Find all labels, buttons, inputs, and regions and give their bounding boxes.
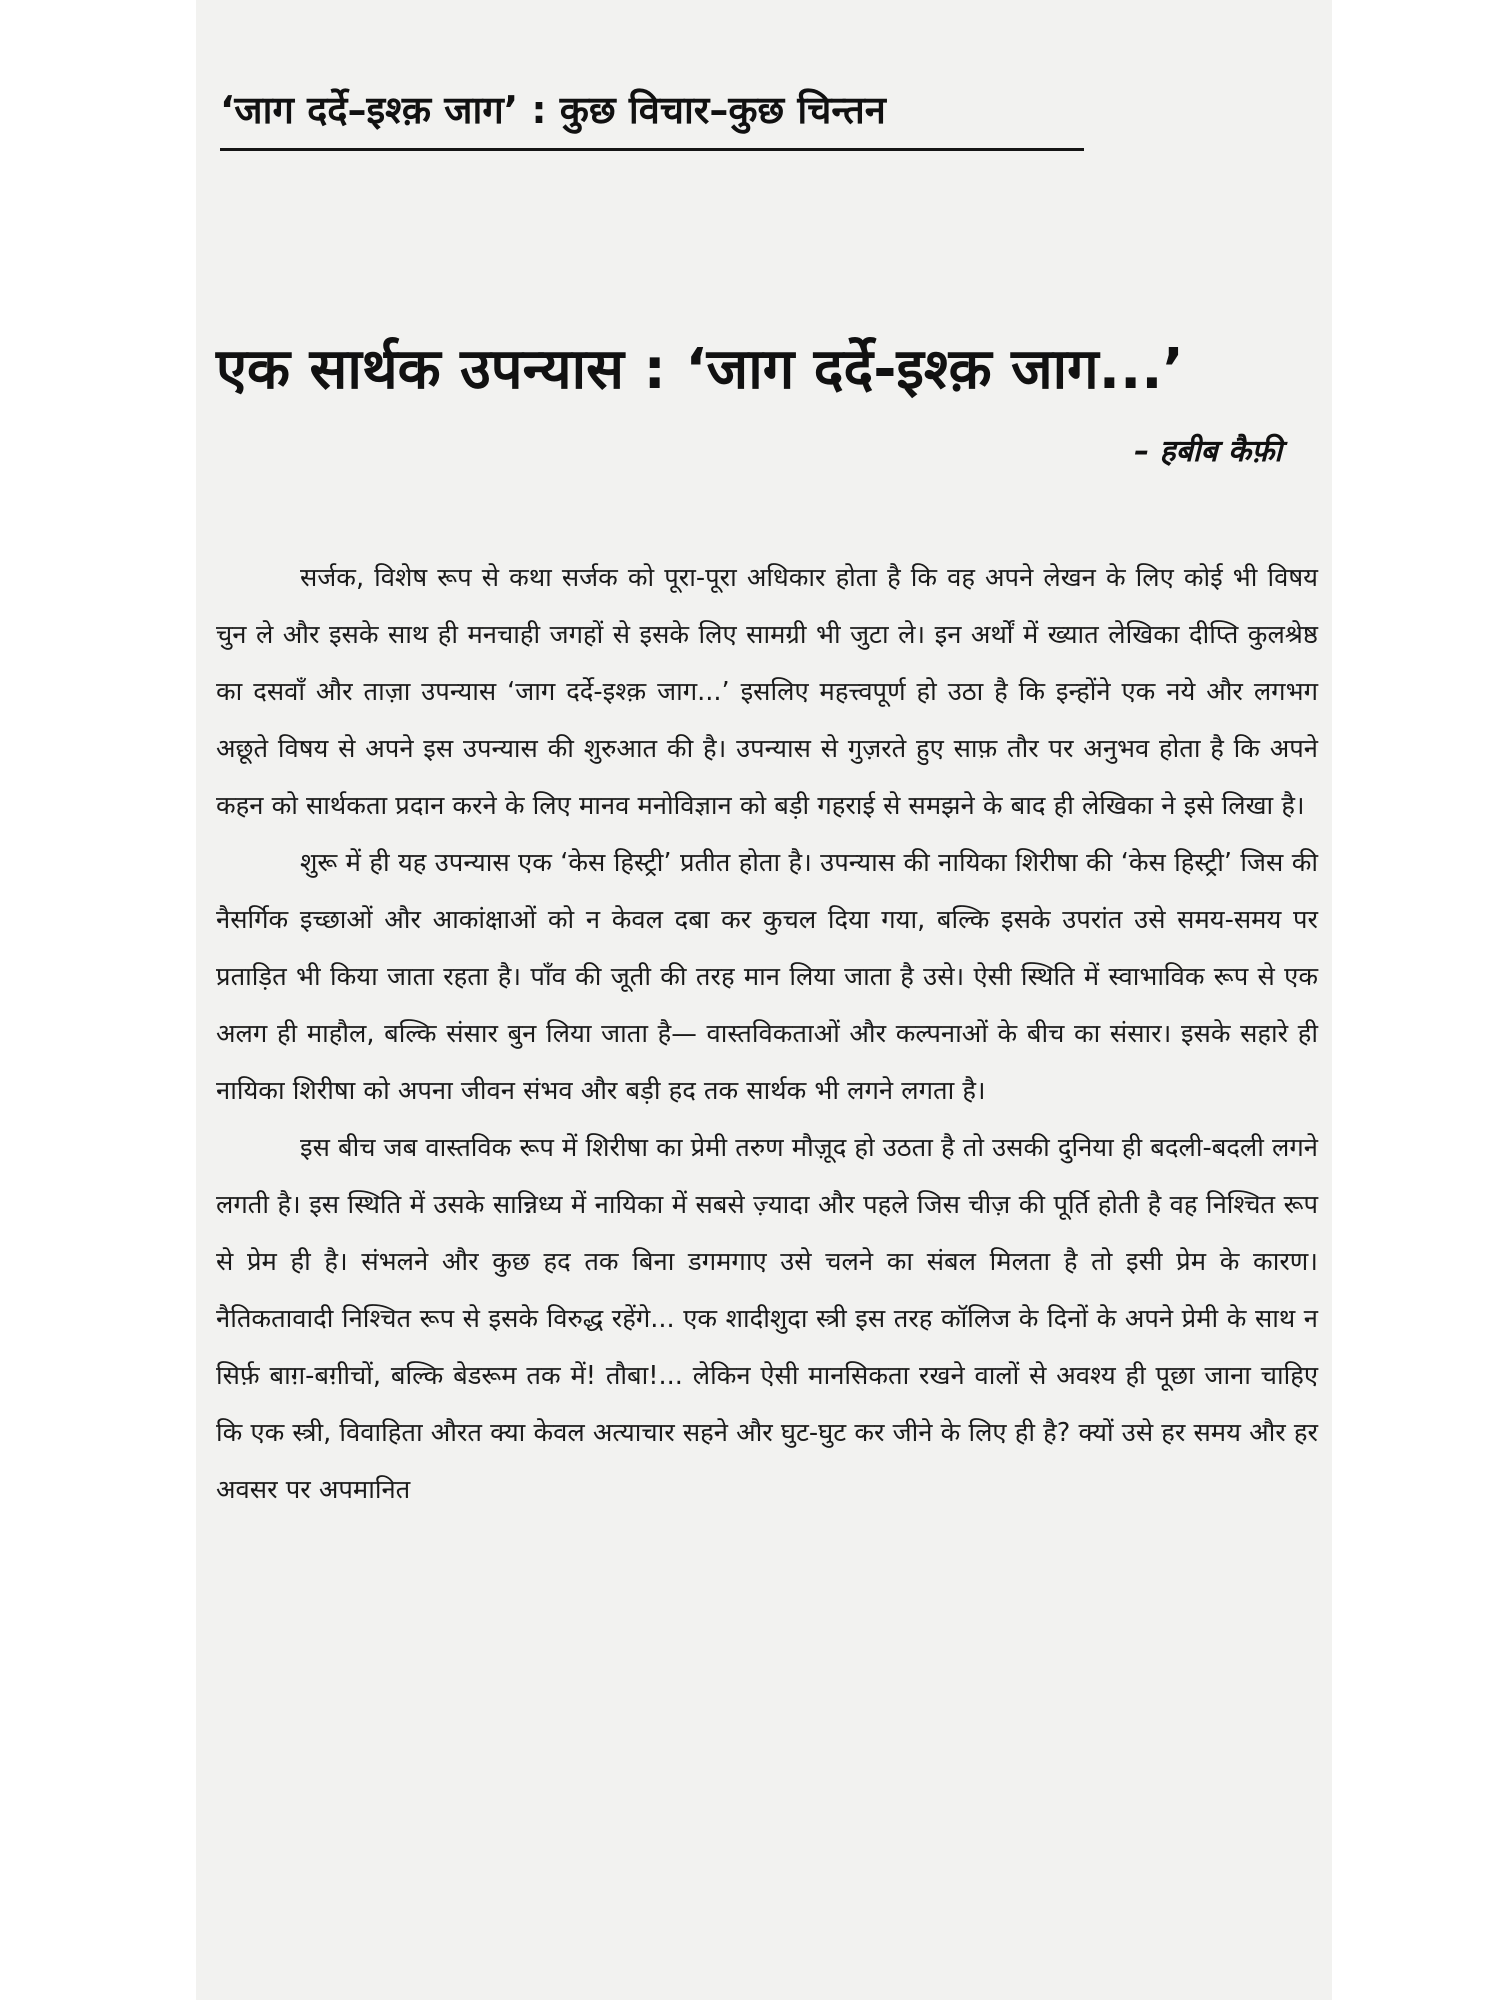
article-title: एक सार्थक उपन्यास : ‘जाग दर्दे-इश्क़ जाग...’ — [216, 337, 1184, 402]
header-underline — [220, 148, 1084, 151]
article-body — [216, 550, 1318, 1519]
paragraph-3: इस बीच जब वास्तविक रूप में शिरीषा का प्रेमी तरुण मौज़ूद हो उठता है तो उसकी दुनिया ही बदली-बदली लगने लगती है। इस स्थिति में उसके सान्निध्य में नायिका में सबसे ज़्यादा और पहले जिस चीज़ की पूर्ति होती है वह निश्चित रूप से प्रेम ही है। संभलने और कुछ हद तक बिना डगमगाए उसे चलने का संबल मिलता है तो इसी प्रेम के कारण। नैतिकतावादी निश्चित रूप से इसके विरुद्ध रहेंगे... एक शादीशुदा स्त्री इस तरह कॉलिज के दिनों के अपने प्रेमी के साथ न सिर्फ़ बाग़-बग़ीचों, बल्कि बेडरूम तक में! तौबा!... लेकिन ऐसी मानसिकता रखने वालों से अवश्य ही पूछा जाना चाहिए कि एक स्त्री, विवाहिता औरत क्या केवल अत्याचार सहने और घुट-घुट कर जीने के लिए ही है? क्यों उसे हर समय और हर अवसर पर अपमानित — [216, 1133, 1318, 1505]
book-page — [196, 0, 1332, 2000]
article-author: – हबीब कैफ़ी — [1134, 434, 1282, 469]
paragraph-1: सर्जक, विशेष रूप से कथा सर्जक को पूरा-पूरा अधिकार होता है कि वह अपने लेखन के लिए कोई भी विषय चुन ले और इसके साथ ही मनचाही जगहों से इसके लिए सामग्री भी जुटा ले। इन अर्थों में ख्यात लेखिका दीप्ति कुलश्रेष्ठ का दसवाँ और ताज़ा उपन्यास ‘जाग दर्दे-इश्क़ जाग...’ इसलिए महत्त्वपूर्ण हो उठा है कि इन्होंने एक नये और लगभग अछूते विषय से अपने इस उपन्यास की शुरुआत की है। उपन्यास से गुज़रते हुए साफ़ तौर पर अनुभव होता है कि अपने कहन को सार्थकता प्रदान करने के लिए मानव मनोविज्ञान को बड़ी गहराई से समझने के बाद ही लेखिका ने इसे लिखा है। — [216, 563, 1318, 821]
running-header: ‘जाग दर्दे–इश्क़ जाग’ : कुछ विचार–कुछ चिन्तन — [220, 88, 886, 132]
paragraph-2: शुरू में ही यह उपन्यास एक ‘केस हिस्ट्री’ प्रतीत होता है। उपन्यास की नायिका शिरीषा की ‘केस हिस्ट्री’ जिस की नैसर्गिक इच्छाओं और आकांक्षाओं को न केवल दबा कर कुचल दिया गया, बल्कि इसके उपरांत उसे समय-समय पर प्रताड़ित भी किया जाता रहता है। पाँव की जूती की तरह मान लिया जाता है उसे। ऐसी स्थिति में स्वाभाविक रूप से एक अलग ही माहौल, बल्कि संसार बुन लिया जाता है— वास्तविकताओं और कल्पनाओं के बीच का संसार। इसके सहारे ही नायिका शिरीषा को अपना जीवन संभव और बड़ी हद तक सार्थक भी लगने लगता है। — [216, 848, 1318, 1106]
